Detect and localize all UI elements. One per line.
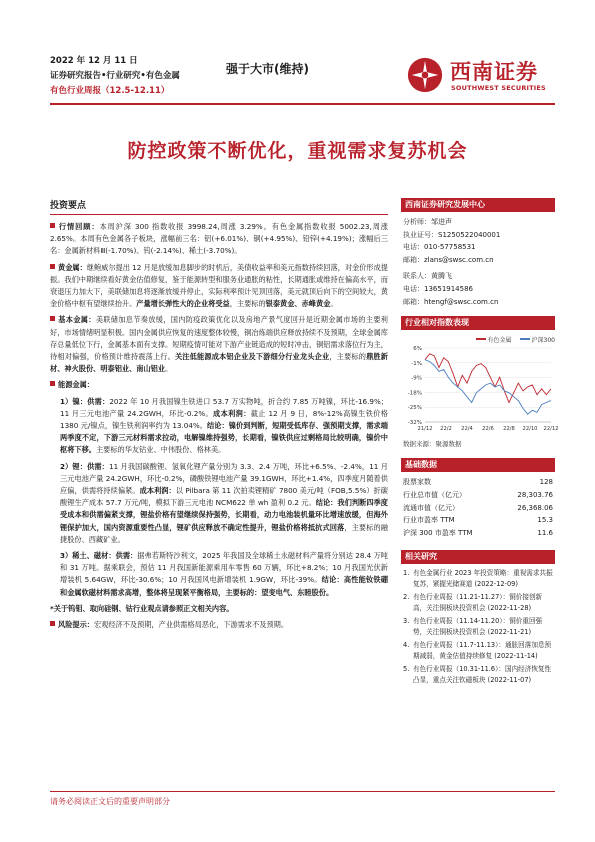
legend-item-industry: 有色金属 [476, 334, 512, 344]
chart-heading: 行业相对指数表现 [401, 316, 555, 330]
analyst-1: 分析师：邹进声 执业证号：S1250522040001 电话：010-57758531 邮箱：zlans@swsc.com.cn [403, 218, 501, 264]
related-item[interactable] [403, 592, 555, 614]
related-item[interactable] [403, 616, 555, 638]
contact-name: 黄腾飞 [431, 272, 452, 281]
related-item[interactable] [403, 640, 555, 662]
related-research-list [401, 568, 555, 686]
report-date: 2022 年 12 月 11 日 [50, 56, 138, 66]
contact-email[interactable]: htengf@swsc.com.cn [424, 297, 499, 306]
y-tick-label: -18% [407, 390, 422, 397]
related-item-text: 有色金属行业 2023 年投资策略：重视需求共振复苏，紧握光储赛道 (2022-12-09) [413, 568, 553, 588]
related-heading: 相关研究 [401, 550, 555, 564]
stats-row [401, 476, 555, 489]
stats-row [401, 514, 555, 527]
stats-label: 流通市值（亿元） [403, 503, 459, 512]
report-title: 防控政策不断优化，重视需求复苏机会 [127, 140, 468, 162]
energy-metals: 能源金属： [50, 379, 388, 391]
logo-icon [406, 56, 444, 94]
x-tick-label: 22/2 [440, 426, 452, 433]
bullet-icon [50, 264, 55, 269]
y-tick-label: 6% [413, 346, 422, 353]
x-tick-label: 22/12 [543, 426, 559, 433]
bullet-icon [50, 316, 55, 321]
legend-item-csi300: 沪深300 [520, 334, 555, 344]
related-item-text: 有色行业周报（11.21-11.27）：铜价接创新高，关注铜板块投资机会 (2022-11-28) [413, 592, 543, 612]
stats-label: 股票家数 [403, 478, 431, 487]
y-tick-label: -32% [407, 420, 422, 427]
related-item-number: 3. [403, 616, 410, 625]
x-tick-label: 22/10 [522, 426, 538, 433]
x-tick-label: 21/12 [417, 426, 433, 433]
base-metals: 基本金属：美联储加息节奏放缓，国内防疫政策优化以及房地产景气度回升是近期金属市场的主要利好，市场情绪明显积极。国内金属供应恢复的速度整体较慢，铜冶炼端供应释放持续不及预期，全球金属库存总量低位下行，金属基本面有支撑。短期疫情可能对下游产业链造成的短时冲击，铜铝需求落位行为主，待相对偏强，价格预计维持震荡上行。关注低能源成本铝企业及下游细分行业龙头企业，主要标的鼎胜新材、神火股份、明泰铝业、南山铝业。 [50, 315, 388, 374]
series-line-csi300 [425, 360, 551, 415]
nickel: 1）镍：供需：2022 年 10 月我国镍生铁进口 53.7 万实物吨，折合约 7.85 万吨镍，环比-16.9%；11 月三元电池产量 24.2GWH，环比-0.2%。成本利润：截止 12 月 9 日，8%-12%高镍生铁价格 1380 元/镍点，镍生铁利润率约为 13.04%。结论：镍价到判断，短期受低库存、强预期支撑，需求端两季度不定，下游三元材料需求拉动，电解镍维持强势，长期看，镍铁供应过剩格局比较明确，镍价中枢将下移。主要标的华友钴业、中伟股份、格林美。 [60, 396, 388, 455]
analyst-email[interactable]: zlans@swsc.com.cn [424, 255, 494, 264]
series-line-industry [425, 354, 551, 403]
stats-label: 沪深 300 市盈率 TTM [403, 528, 473, 537]
summary-heading: 投资要点 [50, 198, 388, 215]
risk-warning: 风险提示：宏观经济不及预期，产业供需格局恶化，下游需求不及预期。 [50, 619, 388, 631]
team-heading: 西南证券研究发展中心 [401, 198, 555, 212]
stats-value: 128 [539, 478, 553, 487]
logo-text-en: SOUTHWEST SECURITIES [451, 84, 546, 92]
report-type: 有色行业周报（12.5-12.11） [50, 86, 170, 96]
report-series: 证券研究报告•行业研究•有色金属 [50, 71, 180, 81]
bullet-icon [50, 381, 55, 386]
footer-disclaimer: 请务必阅读正文后的重要声明部分 [50, 797, 170, 806]
stats-heading: 基础数据 [401, 458, 555, 472]
header-divider [50, 103, 555, 105]
analyst-cert: S1250522040001 [438, 230, 501, 239]
related-item-text: 有色行业周报（11.14-11.20）：铜价重回强势，关注铜板块投资机会 (2022-11-21) [413, 616, 543, 636]
analyst-2: 联系人：黄腾飞 电话：13651914586 邮箱：htengf@swsc.com.cn [403, 272, 499, 306]
stats-label: 行业市盈率 TTM [403, 516, 455, 525]
company-logo [406, 54, 556, 100]
y-tick-label: -1% [411, 360, 422, 367]
rare-earth: 3）稀土、磁材：供需：据弗若斯特沙利文，2025 年我国及全球稀土永磁材料产量将分别达 28.4 万吨和 31 万吨。据乘联会，预估 11 月我国新能源乘用车零售 60 万辆，环比+8.2%；10 月我国光伏新增装机 5.64GW，环比-30.6%；10 月我国风电新增装机 1.9GW，环比-39%。结论：高性能钕铁硼和金属软磁材料需求高增，整体将呈现紧平衡格局，主要标的：望变电气、东睦股份。 [60, 551, 388, 597]
chart-legend [401, 334, 555, 344]
report-meta [50, 54, 180, 99]
analyst-name: 邹进声 [431, 218, 452, 226]
rating: 强于大市(维持) [226, 62, 309, 76]
logo-text-cn: 西南证券 [450, 59, 538, 84]
investment-summary [50, 198, 388, 635]
stats-value: 11.6 [537, 528, 553, 537]
precious-metals: 黄金属：继鲍威尔提出 12 月是放缓加息脚步的时机后，美债收益率和美元指数持续回落，对金价形成提振。我们中期继续看好黄金估值修复，鉴于能源转型和服务业通胀的粘性，长期通胀或维持在偏高水平，而衰退压力加大下，美联储加息将逐渐放缓并停止，实际利率预计见顶回落，美元就顶后向下的空间较大，黄金价格中枢有望继续抬升。产量增长弹性大的企业将受益，主要标的银泰黄金、赤峰黄金。 [50, 262, 388, 309]
stats-row [401, 489, 555, 502]
related-item[interactable] [403, 664, 555, 686]
relative-index-chart [401, 344, 559, 436]
related-item[interactable] [403, 568, 555, 590]
stats-row [401, 527, 555, 540]
bullet-icon [50, 621, 55, 626]
related-item-text: 有色行业周报（10.31-11.6）：国内经济恢复性凸显，重点关注钦磁板块 (2022-11-07) [413, 664, 552, 684]
stats-row [401, 502, 555, 515]
contact-tel: 13651914586 [424, 284, 473, 293]
y-tick-label: -25% [407, 405, 422, 412]
stats-table [401, 476, 555, 540]
stats-value: 15.3 [537, 516, 553, 525]
stats-label: 行业总市值（亿元） [403, 490, 466, 499]
related-item-number: 2. [403, 592, 410, 601]
lithium: 2）锂：供需：11 月我国碳酸锂、氢氧化锂产量分别为 3.3、2.4 万吨，环比+6.5%、-2.4%，11 月三元电池产量 24.2GWH，环比-0.2%，磷酸铁锂电池产量 39.1GWH，环比+1.4%，四季度月随着供应偏，供需将持续偏紧。成本利润：以 Pilbara 第 11 次拍卖锂精矿 7800 美元/吨（FOB,5.5%）折碳酸锂生产成本 57.7 万元/吨，模拟下游三元电池 NCM622 单 wh 盈利 0.2 元。结论：我们判断四季度受成本和供需偏紧支撑，锂盐价格有望继续保持强势，长期看，动力电池装机量环比增速放缓，但海外锂保护加大，国内资源重要性凸显，锂矿供应释放不确定性提升，锂盐价格将抵抗式回落，主要标的融捷股份、西藏矿业。 [60, 461, 388, 544]
x-tick-label: 22/6 [482, 426, 494, 433]
chart-source: 数据来源：聚源数据 [403, 440, 462, 449]
stats-value: 26,368.06 [517, 503, 553, 512]
stats-value: 28,303.76 [517, 490, 553, 499]
x-tick-label: 22/8 [503, 426, 515, 433]
related-item-number: 5. [403, 664, 410, 673]
related-item-number: 1. [403, 568, 410, 577]
bullet-icon [50, 223, 55, 228]
x-tick-label: 22/4 [461, 426, 473, 433]
footer-divider [50, 791, 555, 792]
analyst-tel: 010-57758531 [424, 243, 476, 252]
related-item-number: 4. [403, 640, 410, 649]
market-review: 行情回顾：本周沪深 300 指数收报 3998.24,周涨 3.29%。有色金属指数收报 5002.23,周涨 2.65%。本周有色金属各子板块，涨幅前三名：铝(+6.01%)、铜(+4.95%)、铅锌(+4.19%)；涨幅后三名：金属新材料Ⅲ(-1.70%)、钨(-2.14%)、稀土(-3.70%)。 [50, 222, 388, 256]
sidebar [401, 198, 559, 688]
other-sectors-note: *关于钨钼、取向硅钢、钴行业观点请参照正文相关内容。 [50, 603, 234, 613]
y-tick-label: -9% [411, 375, 422, 382]
related-item-text: 有色行业周报（11.7-11.13）：通胀回落加息预期减弱，黄金估值持续修复 (2022-11-14) [413, 640, 552, 660]
